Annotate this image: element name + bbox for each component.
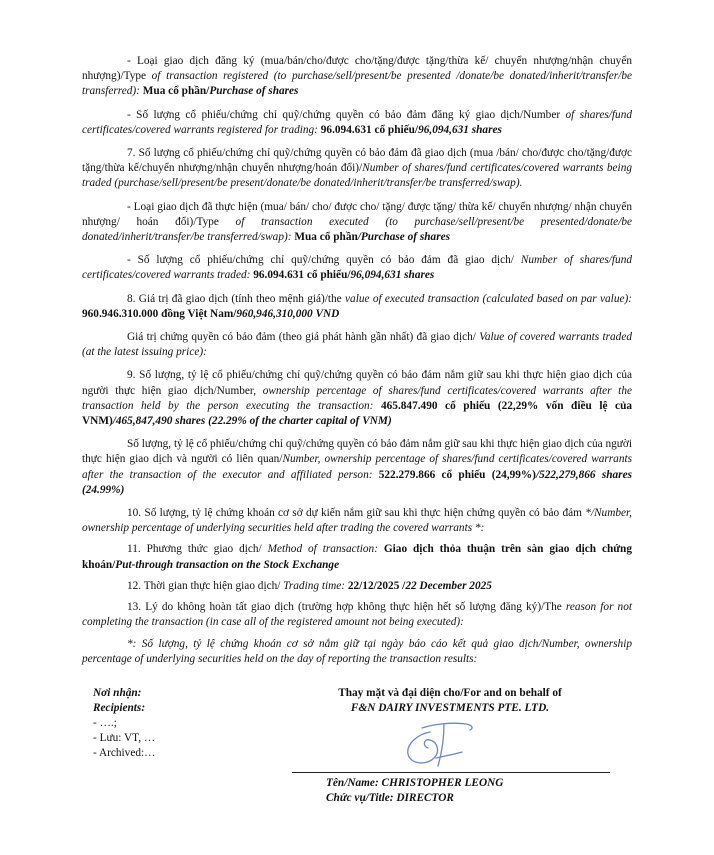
recipient-line: - Archived:…: [93, 747, 156, 759]
paragraph-registered-amount: - Số lượng cổ phiếu/chứng chỉ quỹ/chứng quyền có bảo đảm đăng ký giao dịch/Number of shares/fund certificates/covered warrants registered for trading: 96.094.631 cổ phiếu/96,094,631 shares: [82, 108, 632, 136]
paragraph-traded-amount: - Số lượng cổ phiếu/chứng chỉ quỹ/chứng quyền có bảo đảm đã giao dịch/ Number of shares/fund certificates/covered warrants traded: 96.094.631 cổ phiếu/96,094,631 shares: [82, 254, 633, 282]
signatory-title: Chức vụ/Title: DIRECTOR: [326, 792, 454, 804]
paragraph-item-11: 11. Phương thức giao dịch/ Method of transaction: Giao dịch thỏa thuận trên sàn giao dịch chứng khoán/Put-through transaction on the Stock Exchange: [82, 543, 632, 571]
paragraph-executed-type: - Loại giao dịch đã thực hiện (mua/ bán/ cho/ được cho/ tặng/ được tặng/ thừa kế/ chuyển nhượng/ nhận chuyển nhượng/ hoán đổi)/Type of transaction executed (to purchase/sell/present/be presented/donate/be donated/inherit/transfer/be transferred/swap): Mua cổ phần/Purchase of shares: [82, 200, 632, 244]
company-name: F&N DAIRY INVESTMENTS PTE. LTD.: [350, 702, 550, 714]
recipients-heading-vn: Nơi nhận:: [93, 687, 142, 699]
paragraph-affiliated-holding: Số lượng, tỷ lệ cổ phiếu/chứng chỉ quỹ/chứng quyền có bảo đảm nắm giữ sau khi thực hiện giao dịch của người thực hiện giao dịch và người có liên quan/Number, ownership percentage of shares/fund certificates/covered warrants after the transaction of the executor and affiliated person: 522.279.866 cổ phiếu (24,99%)/522,279,866 shares (24.99%): [82, 438, 632, 496]
signatory-details: [326, 776, 626, 806]
paragraph-footnote: *: Số lượng, tỷ lệ chứng khoán cơ sở nắm giữ tại ngày báo cáo kết quả giao dịch/Number, ownership percentage of underlying securities held on the day of reporting the transaction results:: [82, 637, 632, 665]
recipient-line: - ….;: [93, 717, 117, 729]
signatory-name: Tên/Name: CHRISTOPHER LEONG: [326, 777, 504, 789]
recipient-line: - Lưu: VT, …: [93, 732, 156, 744]
paragraph-item-8: 8. Giá trị đã giao dịch (tính theo mệnh giá)/the value of executed transaction (calculated based on par value): 960.946.310.000 đồng Việt Nam/960,946,310,000 VND: [82, 292, 633, 320]
paragraph-item-9: 9. Số lượng, tỷ lệ cổ phiếu/chứng chỉ quỹ/chứng quyền có bảo đảm nắm giữ sau khi thực hiện giao dịch của người thực hiện giao dịch/Number, ownership percentage of shares/fund certificates/covered warrants after the transaction held by the person executing the transaction: 465.847.490 cổ phiếu (22,29% vốn điều lệ của VNM)/465,847,490 shares (22.29% of the charter capital of VNM): [82, 369, 633, 428]
behalf-line: Thay mặt và đại diện cho/For and on behalf of: [338, 687, 562, 699]
paragraph-warrant-value: Giá trị chứng quyền có bảo đảm (theo giá phát hành gần nhất) đã giao dịch/ Value of covered warrants traded (at the latest issuing price):: [82, 331, 632, 359]
paragraph-item-12: 12. Thời gian thực hiện giao dịch/ Trading time: 22/12/2025 /22 December 2025: [127, 579, 492, 592]
recipients-heading-en: Recipients:: [93, 702, 146, 714]
paragraph-registered-type: - Loại giao dịch đăng ký (mua/bán/cho/được cho/tặng/được tặng/thừa kế/ chuyển nhượng/nhận chuyển nhượng)/Type of transaction registered (to purchase/sell/present/be presented /donate/be donated/inherit/transfer/be transferred): Mua cổ phần/Purchase of shares: [82, 55, 632, 98]
document-body: [82, 54, 632, 673]
paragraph-item-13: 13. Lý do không hoàn tất giao dịch (trường hợp không thực hiện hết số lượng đăng ký)/The reason for not completing the transaction (in case all of the registered amount not being executed):: [82, 601, 632, 629]
signature-icon: [400, 712, 490, 770]
paragraph-item-7: 7. Số lượng cổ phiếu/chứng chỉ quỹ/chứng quyền có bảo đảm đã giao dịch (mua /bán/ cho/được cho/tặng/được tặng/thừa kế/chuyển nhượng/nhận chuyển nhượng/hoán đổi)/Number of shares/fund certificates/covered warrants being traded (purchase/sell/present/be present/donate/be donated/inherit/transfer/be transferred/swap).: [82, 147, 632, 190]
signature-line: [292, 772, 610, 773]
paragraph-item-10: 10. Số lượng, tỷ lệ chứng khoán cơ sở dự kiến nắm giữ sau khi thực hiện chứng quyền có bảo đảm */Number, ownership percentage of underlying securities held after trading the covered warrants *:: [82, 507, 632, 535]
recipients-list: [93, 686, 253, 761]
